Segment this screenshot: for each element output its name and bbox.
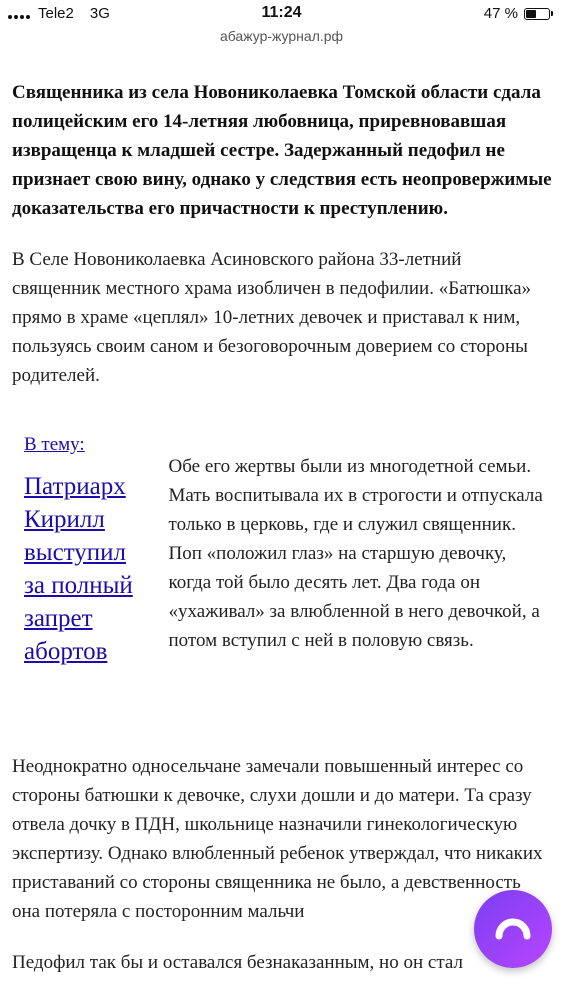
clock: 11:24	[261, 4, 302, 21]
article-paragraph: Педофил так бы и оставался безнаказанным, но он стал	[12, 952, 463, 973]
related-section	[12, 434, 552, 668]
assistant-icon	[474, 890, 552, 968]
article-paragraph: Неоднократно односельчане замечали повышенный интерес со стороны батюшки к девочке, слухи дошли и до матери. Та сразу отвела дочку в ПДН, школьнице назначили гинекологическую экспертизу. Однако влюбленный ребенок утверждал, что никаких приставаний со стороны священника не было, а девственность она потеряла с посторонним мальчи	[12, 756, 543, 922]
battery-percent: 47 %	[483, 5, 518, 22]
related-article-link[interactable]: Патриарх Кирилл выступил за полный запрет абортов	[24, 473, 133, 665]
article-lead: Священника из села Новониколаевка Томской области сдала полицейским его 14-летняя любовница, приревновавшая извращенца к младшей сестре. Задержанный педофил не признает свою вину, однако у следствия есть неопровержимые доказательства его причастности к преступлению.	[12, 82, 552, 219]
related-heading-link[interactable]: В тему:	[24, 434, 85, 455]
url-text: абажур-журнал.рф	[219, 28, 344, 44]
carrier-name: Tele2	[38, 5, 74, 22]
battery-tip	[551, 11, 553, 16]
article-paragraph: Обе его жертвы были из многодетной семьи. Мать воспитывала их в строгости и отпускала только в церковь, где и служил священник. Поп «положил глаз» на старшую девочку, когда той было десять лет. Два года он «ухаживал» за влюбленной в него девочкой, а потом вступил с ней в половую связь.	[168, 456, 543, 651]
status-right	[484, 5, 553, 22]
article	[12, 78, 552, 977]
address-bar[interactable]	[0, 28, 563, 50]
voice-assistant-button[interactable]	[474, 890, 552, 968]
related-box	[12, 434, 149, 668]
network-type: 3G	[89, 5, 110, 22]
battery-icon	[524, 8, 550, 20]
status-bar	[0, 0, 563, 30]
battery-level	[526, 10, 536, 18]
article-paragraph: В Селе Новониколаевка Асиновского района 33-летний священник местного храма изобличен в педофилии. «Батюшка» прямо в храме «цеплял» 10-летних девочек и приставал к ним, пользуясь своим саном и безоговорочным доверием со стороны родителей.	[12, 249, 532, 386]
